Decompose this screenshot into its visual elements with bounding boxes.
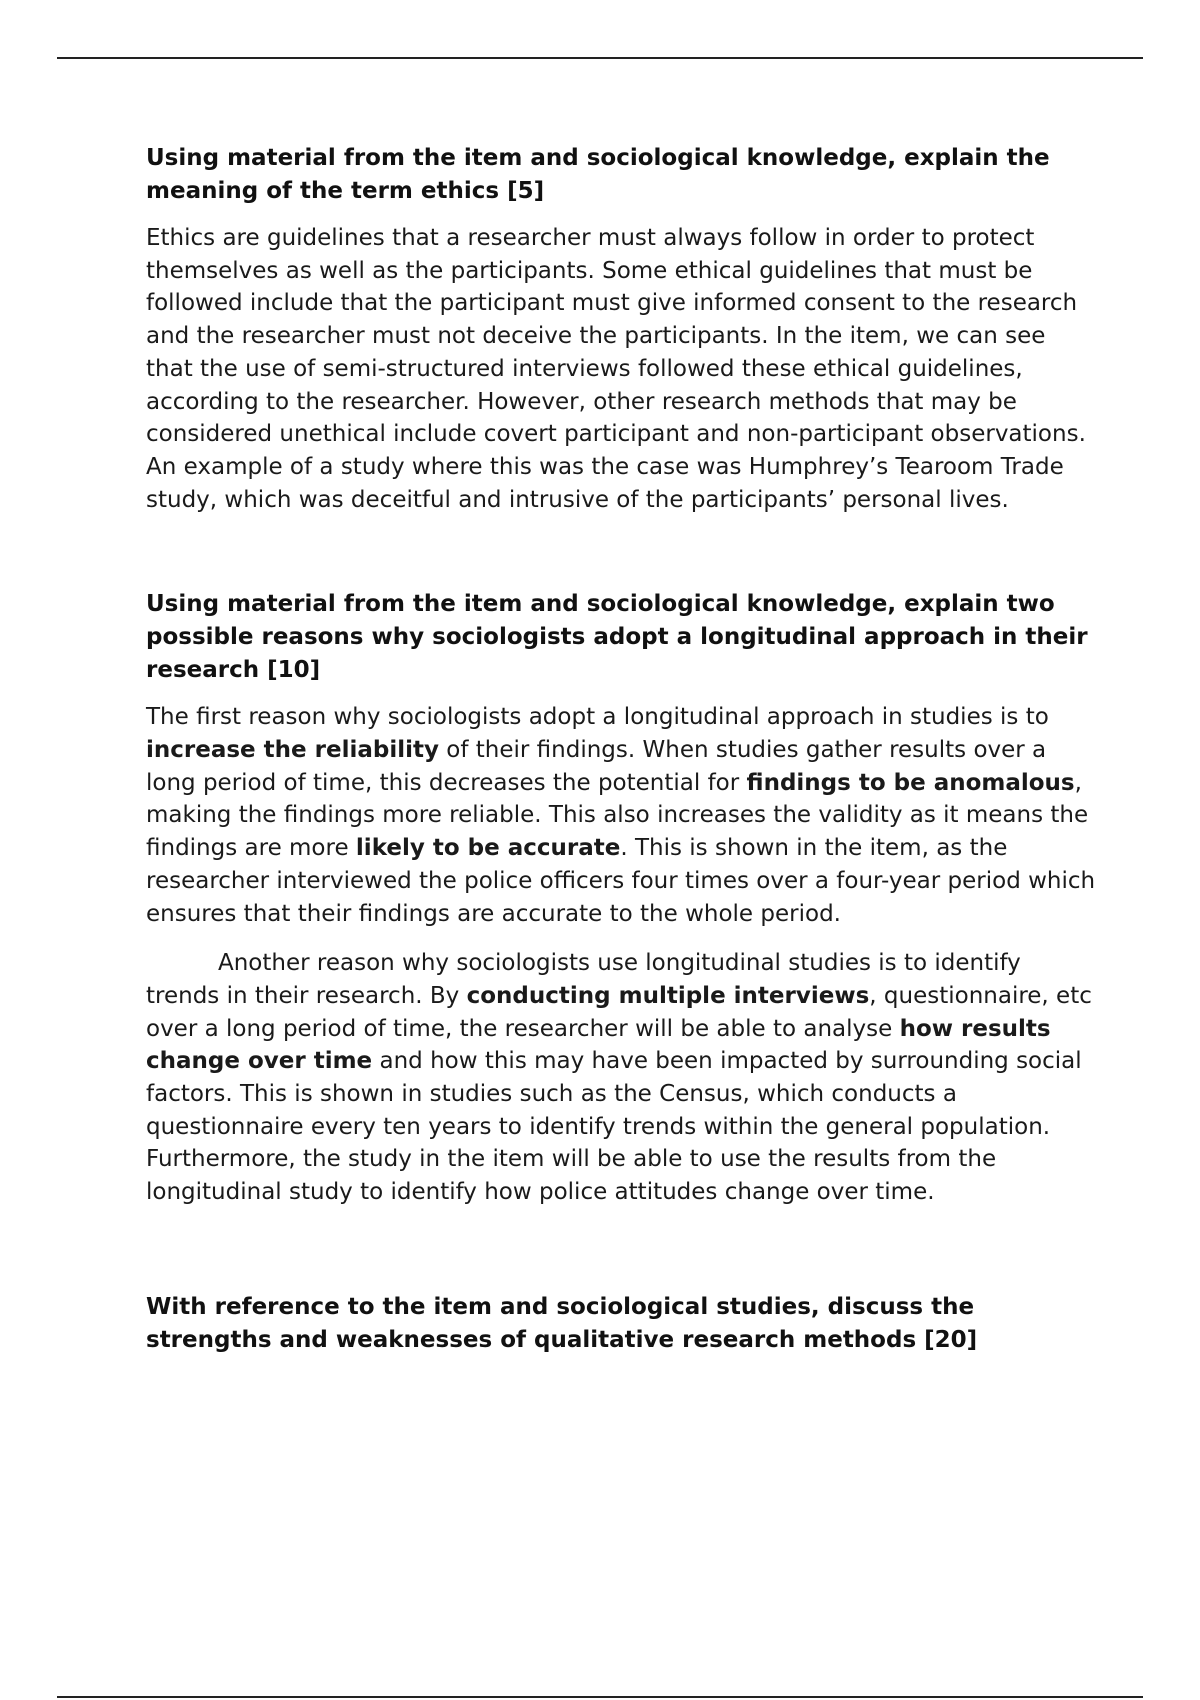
question-2-answer-paragraph-2 — [146, 947, 1096, 1209]
answer-text: of their findings. When studies gather results over a long period of time, this decreases the potential for — [146, 737, 1047, 796]
question-1-answer: Ethics are guidelines that a researcher must always follow in order to protect themselves as well as the participants. Some ethical guidelines that must be followed include that the participant must give informed consent to the research and the researcher must not deceive the participants. In the item, we can see that the use of semi-structured interviews followed these ethical guidelines, according to the researcher. However, other research methods that may be considered unethical include covert participant and non-participant observations. An example of a study where this was the case was Humphrey’s Tearoom Trade study, which was deceitful and intrusive of the participants’ personal lives. — [146, 225, 1086, 513]
answer-emphasis: likely to be accurate — [355, 835, 621, 862]
answer-emphasis: conducting multiple interviews — [466, 982, 870, 1009]
answer-emphasis: increase the reliability — [146, 737, 439, 764]
question-2-prompt: Using material from the item and sociological knowledge, explain two possible reasons why sociologists adopt a longitudinal approach in their research [10] — [146, 591, 1088, 684]
document-body — [146, 142, 1096, 1371]
question-3-prompt: With reference to the item and sociological studies, discuss the strengths and weaknesses of qualitative research methods [20] — [146, 1293, 978, 1353]
answer-text: and how this may have been impacted by surrounding social factors. This is shown in studies such as the Census, which conducts a questionnaire every ten years to identify trends within the general population. Furthermore, the study in the item will be able to use the results from the longitudinal study to identify how police attitudes change over time. — [146, 1048, 1082, 1206]
answer-text: . This is shown in the item, as the researcher interviewed the police officers four times over a four-year period which ensures that their findings are accurate to the whole period. — [146, 835, 1096, 927]
answer-text: , questionnaire, etc over a long period of time, the researcher will be able to analyse — [146, 982, 1092, 1042]
answer-emphasis: findings to be anomalous — [746, 769, 1075, 796]
answer-text: Another reason why sociologists use longitudinal studies is to identify trends in their research. By — [146, 950, 1021, 1009]
section-spacer — [146, 1226, 1096, 1291]
section-spacer — [146, 533, 1096, 588]
bottom-rule — [57, 1696, 1143, 1698]
answer-text: , making the findings more reliable. This also increases the validity as it means the findings are more — [146, 769, 1089, 862]
answer-emphasis: how results change over time — [146, 1015, 1051, 1075]
top-rule — [57, 57, 1143, 59]
question-1-prompt: Using material from the item and sociological knowledge, explain the meaning of the term ethics [5] — [146, 145, 1050, 204]
question-2-answer-paragraph-1 — [146, 701, 1096, 930]
answer-text: The first reason why sociologists adopt a longitudinal approach in studies is to — [146, 704, 1049, 731]
